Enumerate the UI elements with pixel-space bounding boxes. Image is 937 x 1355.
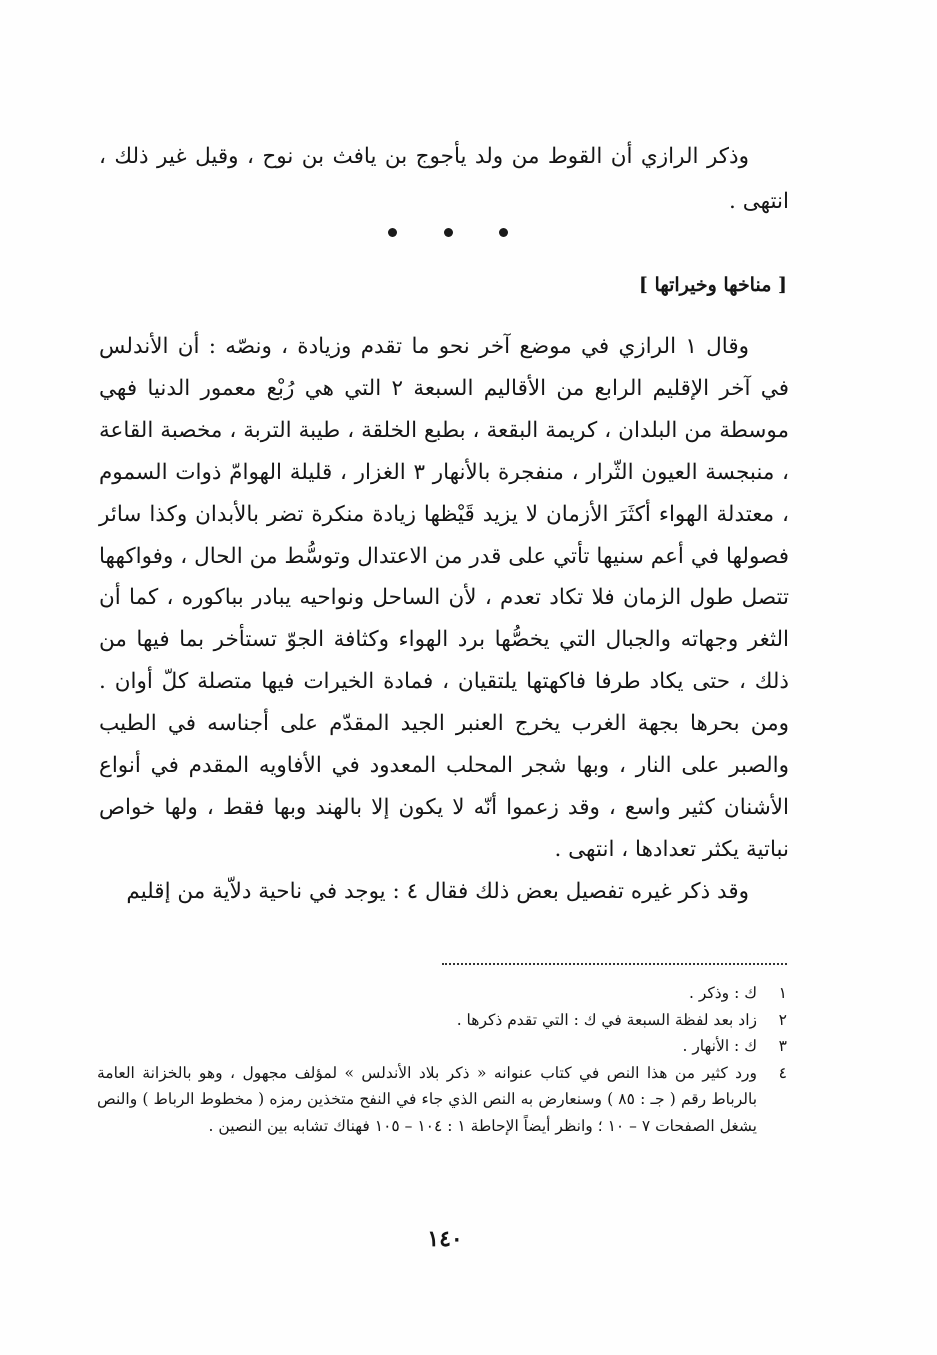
divider-star bbox=[499, 228, 508, 237]
footnote-text: زاد بعد لفظة السبعة في ك : التي تقدم ذكرها . bbox=[456, 1010, 757, 1029]
footnote-text: ورد كثير من هذا النص في كتاب عنوانه « ذكر بلاد الأندلس » لمؤلف مجهول ، وهو بالخزانة العامة بالرباط رقم ( جـ : ٨٥ ) وسنعارض به النص الذي جاء في النفح متخذين رمزه ( مخطوط الرباط ) والنص يشغل الصفحات ٧ – ١٠ ؛ وانظر أيضاً الإحاطة ١ : ١٠٤ – ١٠٥ فهناك تشابه بين النصين . bbox=[97, 1063, 758, 1135]
divider-star bbox=[388, 228, 397, 237]
section-divider-stars bbox=[388, 228, 508, 237]
divider-star bbox=[444, 228, 453, 237]
footnote-item bbox=[97, 1033, 787, 1060]
main-text bbox=[99, 326, 789, 913]
footnote-item bbox=[97, 980, 787, 1007]
footnote-item bbox=[97, 1007, 787, 1034]
page-number: ١٤٠ bbox=[427, 1226, 463, 1252]
footnote-item bbox=[97, 1060, 787, 1140]
footnote-number: ٢ bbox=[778, 1010, 787, 1029]
footnote-number: ٤ bbox=[778, 1063, 787, 1082]
footnote-number: ١ bbox=[778, 984, 787, 1002]
footnotes-list bbox=[97, 980, 787, 1139]
footnote-text: ك : الأنهار . bbox=[682, 1037, 757, 1055]
footnote-separator bbox=[442, 963, 787, 965]
section-heading: [ مناخها وخيراتها ] bbox=[638, 274, 787, 296]
footnote-number: ٣ bbox=[778, 1037, 787, 1055]
footnote-text: ك : وذكر . bbox=[688, 984, 757, 1002]
opening-paragraph: وذكر الرازي أن القوط من ولد يأجوج بن يافث بن نوح ، وقيل غير ذلك ، انتهى . bbox=[99, 144, 789, 214]
main-paragraph: وقال ١ الرازي في موضع آخر نحو ما تقدم وزيادة ، ونصّه : أن الأندلس في آخر الإقليم الرابع من الأقاليم السبعة ٢ التي هي رُبْع معمور الدنيا فهي موسطة من البلدان ، كريمة البقعة ، بطبع الخلقة ، طيبة التربة ، مخصبة القاعة ، منبجسة العيون الثّرار ، منفجرة بالأنهار ٣ الغزار ، قليلة الهوامّ ذوات السموم ، معتدلة الهواء أكثَرَ الأزمان لا يزيد قَيْظها زيادة منكرة تضر بالأبدان وكذا سائر فصولها في أعم سنيها تأتي على قدر من الاعتدال وتوسُّط من الحال ، وفواكهها تتصل طول الزمان فلا تكاد تعدم ، لأن الساحل ونواحيه يبادر بباكوره ، كما أن الثغر وجهاته والجبال التي يخصُّها برد الهواء وكثافة الجوّ تستأخر بما فيها من ذلك ، حتى يكاد طرفا فاكهتها يلتقيان ، فمادة الخيرات فيها متصلة كلّ أوان . ومن بحرها بجهة الغرب يخرج العنبر الجيد المقدّم على أجناسه في الطيب والصبر على النار ، وبها شجر المحلب المعدود في الأفاويه المقدم في أنواع الأشنان كثير واسع ، وقد زعموا أنّه لا يكون إلا بالهند وبها فقط ، ولها خواص نباتية يكثر تعدادها ، انتهى . bbox=[99, 334, 789, 862]
main-paragraph: وقد ذكر غيره تفصيل بعض ذلك فقال ٤ : يوجد في ناحية دلاّية من إقليم bbox=[126, 878, 749, 904]
